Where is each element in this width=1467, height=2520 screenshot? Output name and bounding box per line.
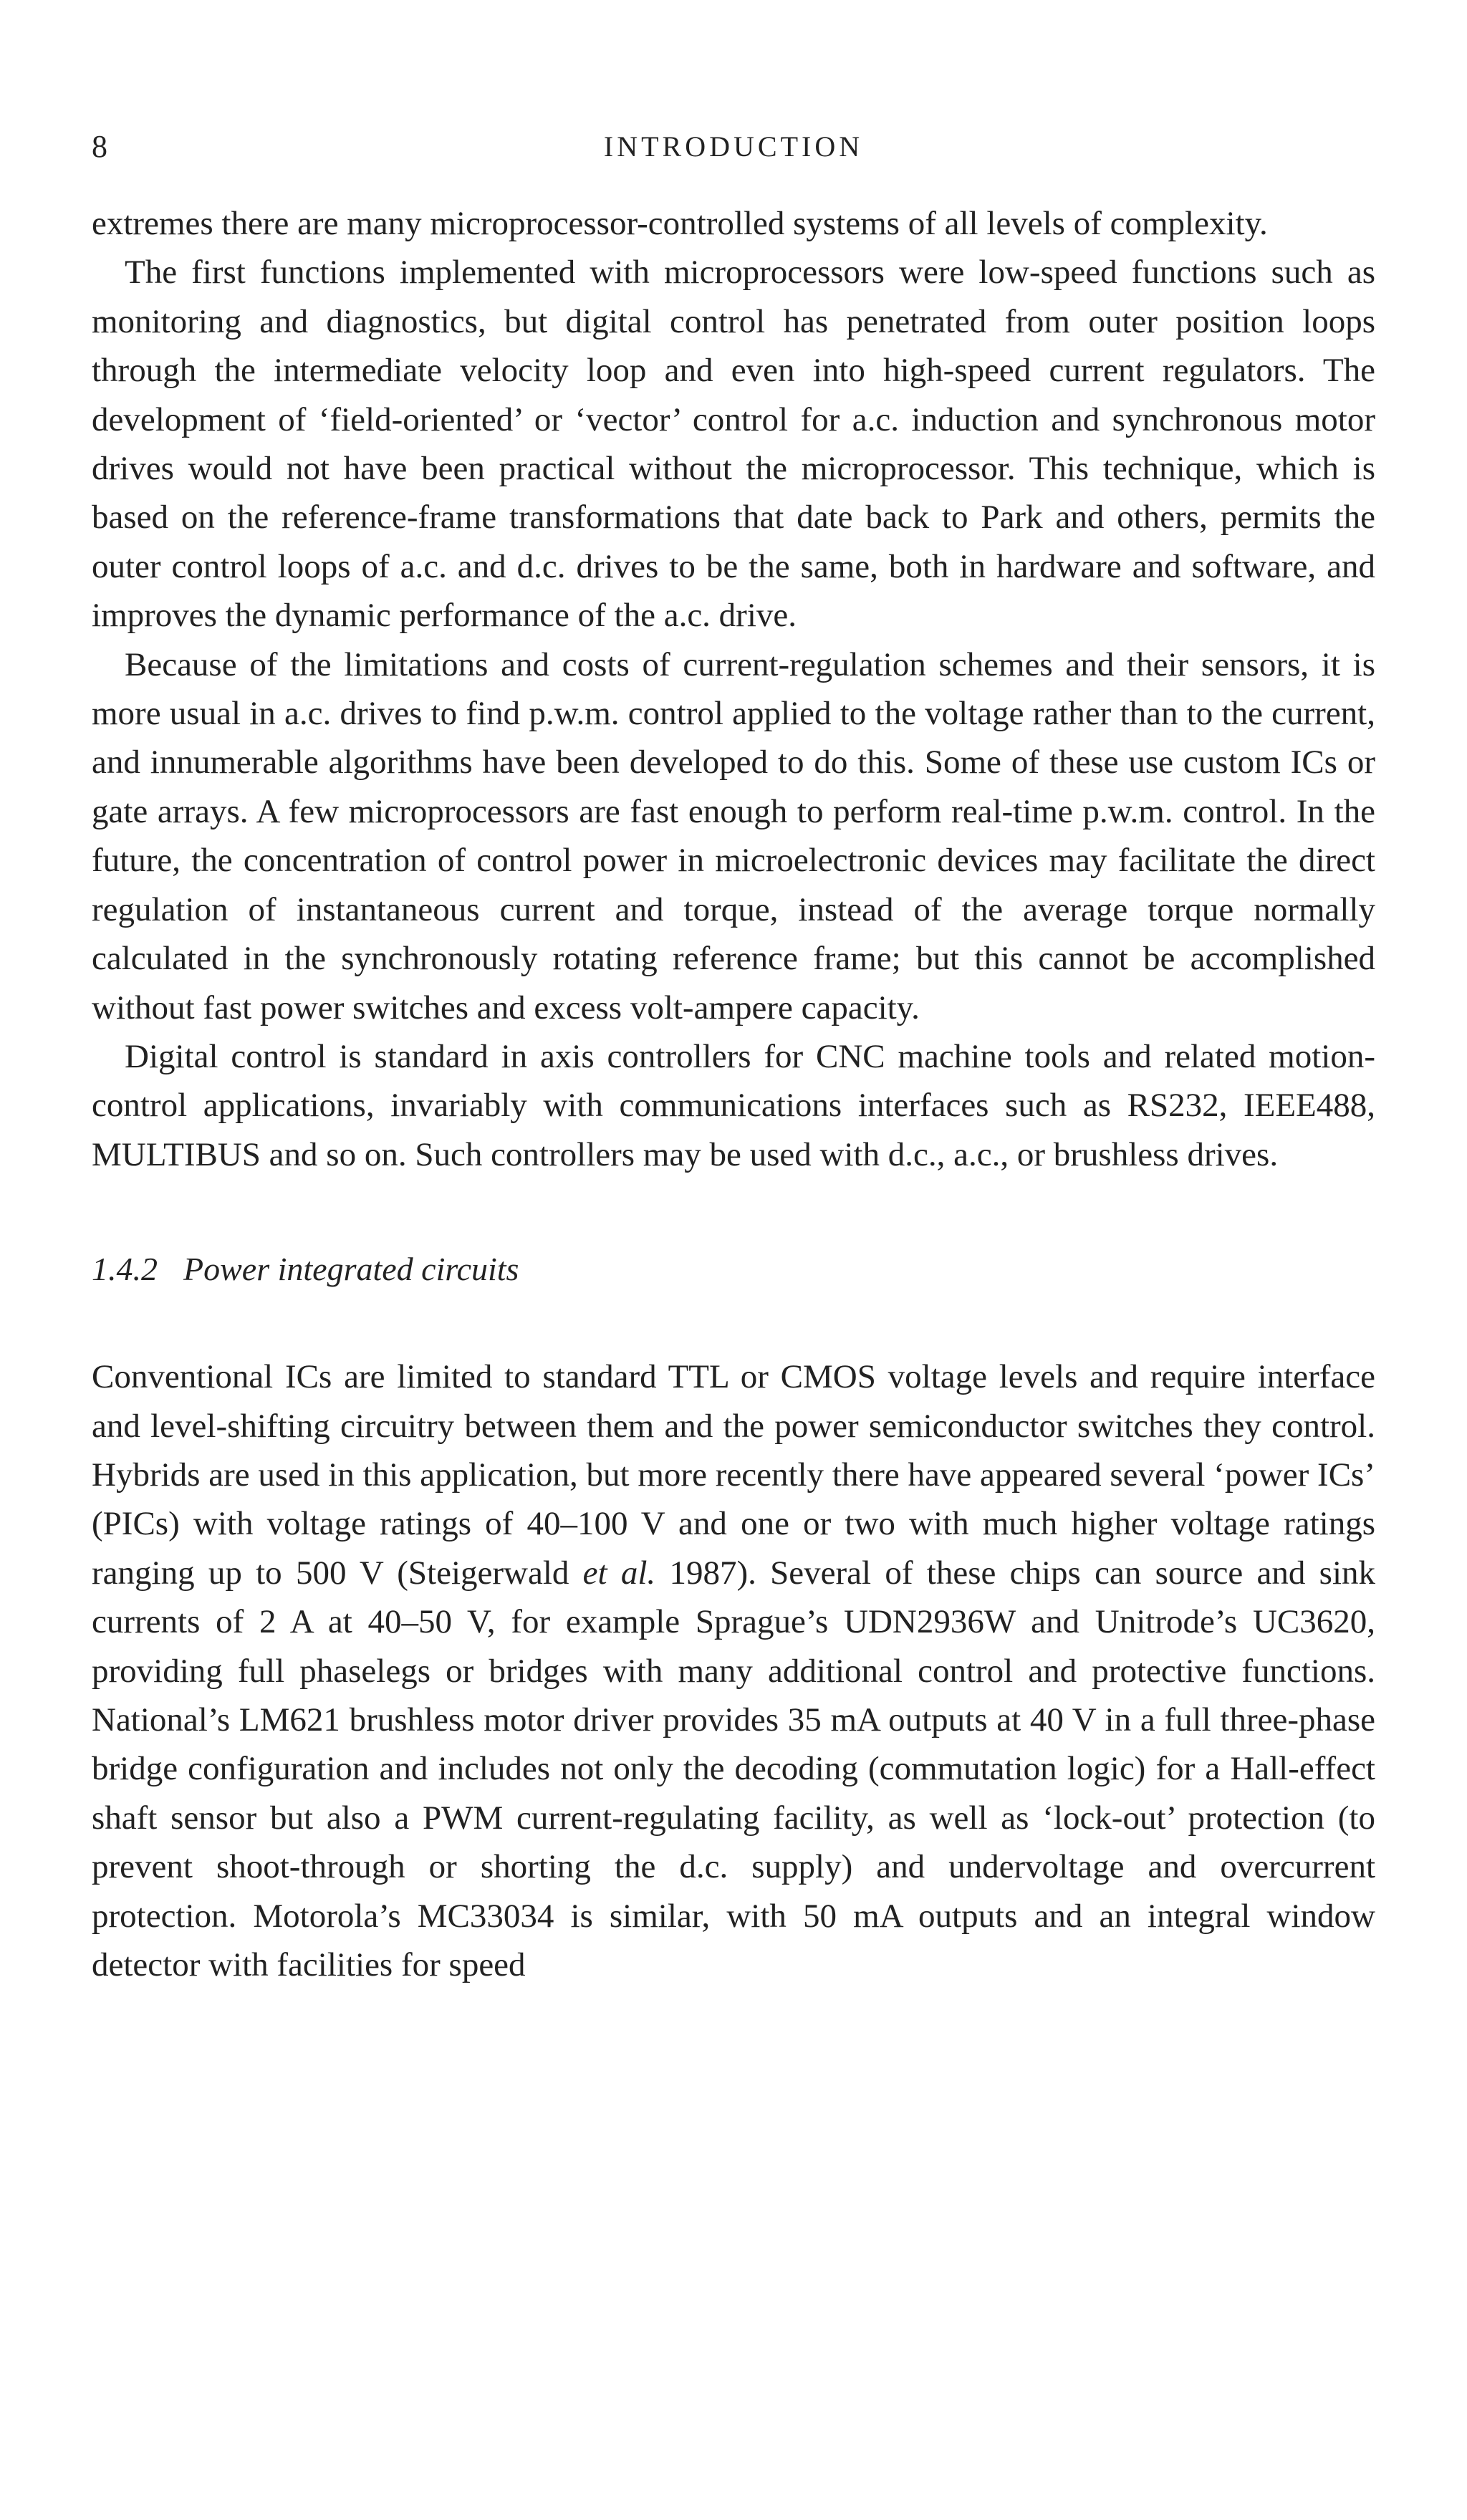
paragraph-axis-controllers: Digital control is standard in axis controllers for CNC machine tools and related motion-control applications, invariably with communications interfaces such as RS232, IEEE488, MULTIBUS and so on. Such controllers may be used with d.c., a.c., or brushless drives.: [92, 1037, 1375, 1173]
body-text: [92, 199, 1375, 1989]
book-page: [92, 122, 1375, 1989]
paragraph-continued: extremes there are many microprocessor-controlled systems of all levels of complexity.: [92, 205, 1268, 242]
page-number: 8: [92, 129, 107, 164]
section-title: Power integrated circuits: [183, 1251, 519, 1288]
paragraph-digital-control-history: The first functions implemented with microprocessors were low-speed functions such as monitoring and diagnostics, but digital control has penetrated from outer position loops through the intermediate velocity loop and even into high-speed current regulators. The development of ‘field-oriented’ or ‘vector’ control for a.c. induction and synchronous motor drives would not have been practical without the microprocessor. This technique, which is based on the reference-frame transformations that date back to Park and others, permits the outer control loops of a.c. and d.c. drives to be the same, both in hardware and software, and improves the dynamic performance of the a.c. drive.: [92, 254, 1375, 635]
section-number: 1.4.2: [92, 1251, 158, 1288]
running-title: INTRODUCTION: [603, 130, 864, 163]
power-ics-text-part-1: Conventional ICs are limited to standard TTL or CMOS voltage levels and require interface and level-shifting circuitry between them and the power semiconductor switches they control. Hybrids are used in this application, but more recently there have appeared several ‘power ICs’ (PICs) with voltage ratings of 40–100 V and one or two with much higher voltage ratings ranging up to 500 V (Steigerwald: [92, 1358, 1375, 1592]
paragraph-power-ics: [92, 1352, 1375, 1989]
citation-et-al: et al.: [582, 1554, 656, 1592]
paragraph-pwm-control: Because of the limitations and costs of current-regulation schemes and their sensors, it is more usual in a.c. drives to find p.w.m. control applied to the voltage rather than to the current, and innumerable algorithms have been developed to do this. Some of these use custom ICs or gate arrays. A few microprocessors are fast enough to perform real-time p.w.m. control. In the future, the concentration of control power in microelectronic devices may facilitate the direct regulation of instantaneous current and torque, instead of the average torque normally calculated in the synchronously rotating reference frame; but this cannot be accomplished without fast power switches and excess volt-ampere capacity.: [92, 645, 1375, 1026]
power-ics-text-part-2: 1987). Several of these chips can source and sink currents of 2 A at 40–50 V, for example Sprague’s UDN2936W and Unitrode’s UC3620, providing full phaselegs or bridges with many additional control and protective functions. National’s LM621 brushless motor driver provides 35 mA outputs at 40 V in a full three-phase bridge configuration and includes not only the decoding (commutation logic) for a Hall-effect shaft sensor but also a PWM current-regulating facility, as well as ‘lock-out’ protection (to prevent shoot-through or shorting the d.c. supply) and undervoltage and overcurrent protection. Motorola’s MC33034 is similar, with 50 mA outputs and an integral window detector with facilities for speed: [92, 1554, 1376, 1983]
running-head: [92, 122, 1375, 172]
section-heading: [92, 1245, 1375, 1294]
